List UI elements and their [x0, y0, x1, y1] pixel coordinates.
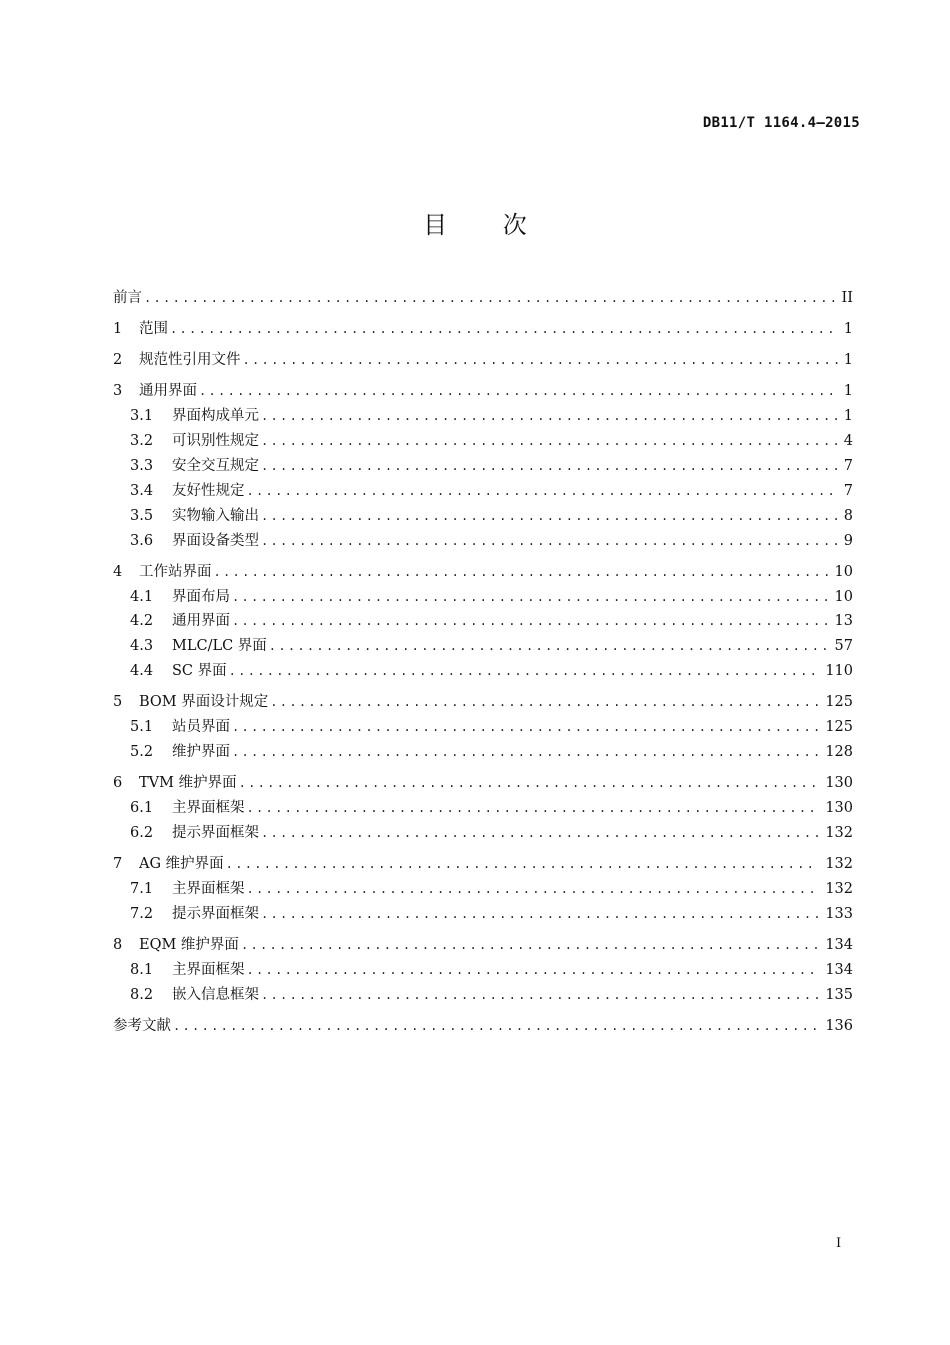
toc-entry-number: 8.2: [130, 986, 154, 1003]
toc-entry-page: 13: [834, 613, 853, 630]
toc-entry-page: 10: [834, 563, 853, 580]
toc-entry-label: 工作站界面: [139, 563, 212, 580]
toc-entry-label: 界面布局: [172, 588, 230, 605]
toc-entry-number: 8.1: [130, 961, 154, 978]
dot-leader: [247, 479, 838, 504]
dot-leader: [226, 852, 820, 877]
dot-leader: [241, 933, 819, 958]
toc-entry[interactable]: [113, 317, 853, 342]
toc-entry[interactable]: [113, 479, 853, 504]
toc-entry-page: 125: [825, 694, 853, 711]
toc-entry-label: EQM 维护界面: [139, 936, 239, 953]
toc-entry[interactable]: [113, 902, 853, 927]
toc-entry-label: 主界面框架: [172, 961, 245, 978]
toc-entry[interactable]: [113, 609, 853, 634]
toc-entry-label: 实物输入输出: [172, 507, 259, 524]
toc-entry-number: 3.1: [130, 408, 154, 425]
toc-entry-page: 132: [825, 856, 853, 873]
toc-entry-page: 128: [825, 744, 853, 761]
toc-entry[interactable]: [113, 560, 853, 585]
toc-entry-page: 132: [825, 824, 853, 841]
toc-entry[interactable]: [113, 429, 853, 454]
toc-entry-label: 安全交互规定: [172, 457, 259, 474]
toc-entry-label: 参考文献: [113, 1017, 171, 1034]
toc-entry-page: 10: [834, 588, 853, 605]
dot-leader: [232, 715, 819, 740]
toc-entry-number: 1: [113, 321, 123, 338]
toc-entry-page: 110: [825, 663, 853, 680]
toc-entry-page: 9: [843, 532, 853, 549]
toc-entry-number: 4: [113, 563, 123, 580]
toc-entry-number: 3.4: [130, 482, 154, 499]
toc-entry-page: 130: [825, 800, 853, 817]
toc-entry[interactable]: [113, 529, 853, 554]
toc-entry-page: 4: [843, 433, 853, 450]
toc-entry[interactable]: [113, 690, 853, 715]
toc-entry-label: 维护界面: [172, 744, 230, 761]
toc-entry-page: 132: [825, 880, 853, 897]
toc-entry-page: 7: [843, 482, 853, 499]
dot-leader: [173, 1014, 819, 1039]
toc-entry-page: 7: [843, 457, 853, 474]
toc-entry[interactable]: [113, 454, 853, 479]
dot-leader: [261, 529, 838, 554]
toc-entry-label: MLC/LC 界面: [172, 638, 267, 655]
toc-entry-label: 可识别性规定: [172, 433, 259, 450]
toc-entry-label: AG 维护界面: [139, 856, 224, 873]
toc-entry-page: 130: [825, 775, 853, 792]
dot-leader: [247, 796, 820, 821]
dot-leader: [261, 902, 819, 927]
toc-entry-page: 1: [843, 321, 853, 338]
dot-leader: [270, 690, 819, 715]
toc-entry-number: 4.2: [130, 613, 154, 630]
toc-entry[interactable]: [113, 585, 853, 610]
dot-leader: [247, 877, 820, 902]
toc-entry-page: 136: [825, 1017, 853, 1034]
toc-entry[interactable]: [113, 933, 853, 958]
toc-entry[interactable]: [113, 1014, 853, 1039]
dot-leader: [261, 454, 838, 479]
toc-entry[interactable]: [113, 877, 853, 902]
toc-entry-number: 4.3: [130, 638, 154, 655]
toc-entry[interactable]: [113, 983, 853, 1008]
toc-entry-number: 5.1: [130, 719, 154, 736]
toc-entry-number: 6: [113, 775, 123, 792]
dot-leader: [261, 404, 838, 429]
toc-entry-page: 1: [843, 352, 853, 369]
toc-entry-number: 5.2: [130, 744, 154, 761]
table-of-contents: [113, 286, 853, 1039]
toc-entry-page: 8: [843, 507, 853, 524]
toc-entry-number: 4.4: [130, 663, 154, 680]
toc-entry[interactable]: [113, 659, 853, 684]
toc-entry[interactable]: [113, 379, 853, 404]
toc-entry[interactable]: [113, 771, 853, 796]
toc-entry-label: 范围: [139, 321, 168, 338]
footer-page-number: I: [836, 1236, 842, 1251]
toc-entry-number: 3: [113, 383, 123, 400]
toc-entry-label: TVM 维护界面: [139, 775, 237, 792]
toc-entry-page: 134: [825, 936, 853, 953]
toc-entry-label: 站员界面: [172, 719, 230, 736]
toc-entry-number: 7: [113, 856, 123, 873]
dot-leader: [232, 585, 829, 610]
dot-leader: [214, 560, 829, 585]
toc-entry-number: 5: [113, 694, 123, 711]
toc-entry-number: 2: [113, 352, 123, 369]
toc-entry-page: II: [841, 290, 853, 306]
toc-entry-page: 135: [825, 986, 853, 1003]
toc-entry[interactable]: [113, 796, 853, 821]
toc-entry-label: 友好性规定: [172, 482, 245, 499]
dot-leader: [261, 821, 819, 846]
dot-leader: [239, 771, 820, 796]
dot-leader: [261, 504, 838, 529]
toc-entry-page: 125: [825, 719, 853, 736]
toc-entry-number: 3.6: [130, 532, 154, 549]
dot-leader: [232, 740, 819, 765]
toc-entry-number: 7.2: [130, 905, 154, 922]
dot-leader: [229, 659, 820, 684]
toc-entry-label: 前言: [113, 290, 142, 306]
toc-entry[interactable]: [113, 286, 853, 311]
dot-leader: [199, 379, 838, 404]
dot-leader: [144, 286, 836, 311]
toc-entry[interactable]: [113, 404, 853, 429]
toc-entry-page: 1: [843, 383, 853, 400]
document-code: DB11/T 1164.4—2015: [702, 115, 860, 131]
toc-entry-number: 7.1: [130, 880, 154, 897]
page-title: 目 次: [423, 211, 551, 239]
toc-entry-number: 4.1: [130, 588, 154, 605]
dot-leader: [261, 429, 838, 454]
dot-leader: [269, 634, 829, 659]
toc-entry-number: 6.2: [130, 824, 154, 841]
toc-entry-label: 界面设备类型: [172, 532, 259, 549]
toc-entry-number: 3.3: [130, 457, 154, 474]
toc-entry-label: 嵌入信息框架: [172, 986, 259, 1003]
dot-leader: [261, 983, 819, 1008]
toc-entry-label: 提示界面框架: [172, 824, 259, 841]
toc-entry-number: 3.5: [130, 507, 154, 524]
toc-entry[interactable]: [113, 348, 853, 373]
toc-entry-label: 界面构成单元: [172, 408, 259, 425]
dot-leader: [170, 317, 838, 342]
toc-entry-label: 主界面框架: [172, 800, 245, 817]
dot-leader: [243, 348, 838, 373]
toc-entry[interactable]: [113, 504, 853, 529]
toc-entry-page: 57: [834, 638, 853, 655]
toc-entry-label: 通用界面: [172, 613, 230, 630]
toc-entry-label: 主界面框架: [172, 880, 245, 897]
toc-entry-page: 133: [825, 905, 853, 922]
dot-leader: [247, 958, 820, 983]
toc-entry-page: 1: [843, 408, 853, 425]
toc-entry[interactable]: [113, 852, 853, 877]
toc-entry[interactable]: [113, 958, 853, 983]
toc-entry-label: SC 界面: [172, 663, 227, 680]
toc-entry-number: 6.1: [130, 800, 154, 817]
toc-entry[interactable]: [113, 634, 853, 659]
toc-entry-number: 3.2: [130, 433, 154, 450]
toc-entry[interactable]: [113, 821, 853, 846]
dot-leader: [232, 609, 829, 634]
toc-entry-number: 8: [113, 936, 123, 953]
toc-entry-label: 规范性引用文件: [139, 352, 241, 369]
toc-entry-label: 提示界面框架: [172, 905, 259, 922]
toc-entry[interactable]: [113, 740, 853, 765]
toc-entry-label: 通用界面: [139, 383, 197, 400]
toc-entry-label: BOM 界面设计规定: [139, 694, 269, 711]
toc-entry[interactable]: [113, 715, 853, 740]
toc-entry-page: 134: [825, 961, 853, 978]
